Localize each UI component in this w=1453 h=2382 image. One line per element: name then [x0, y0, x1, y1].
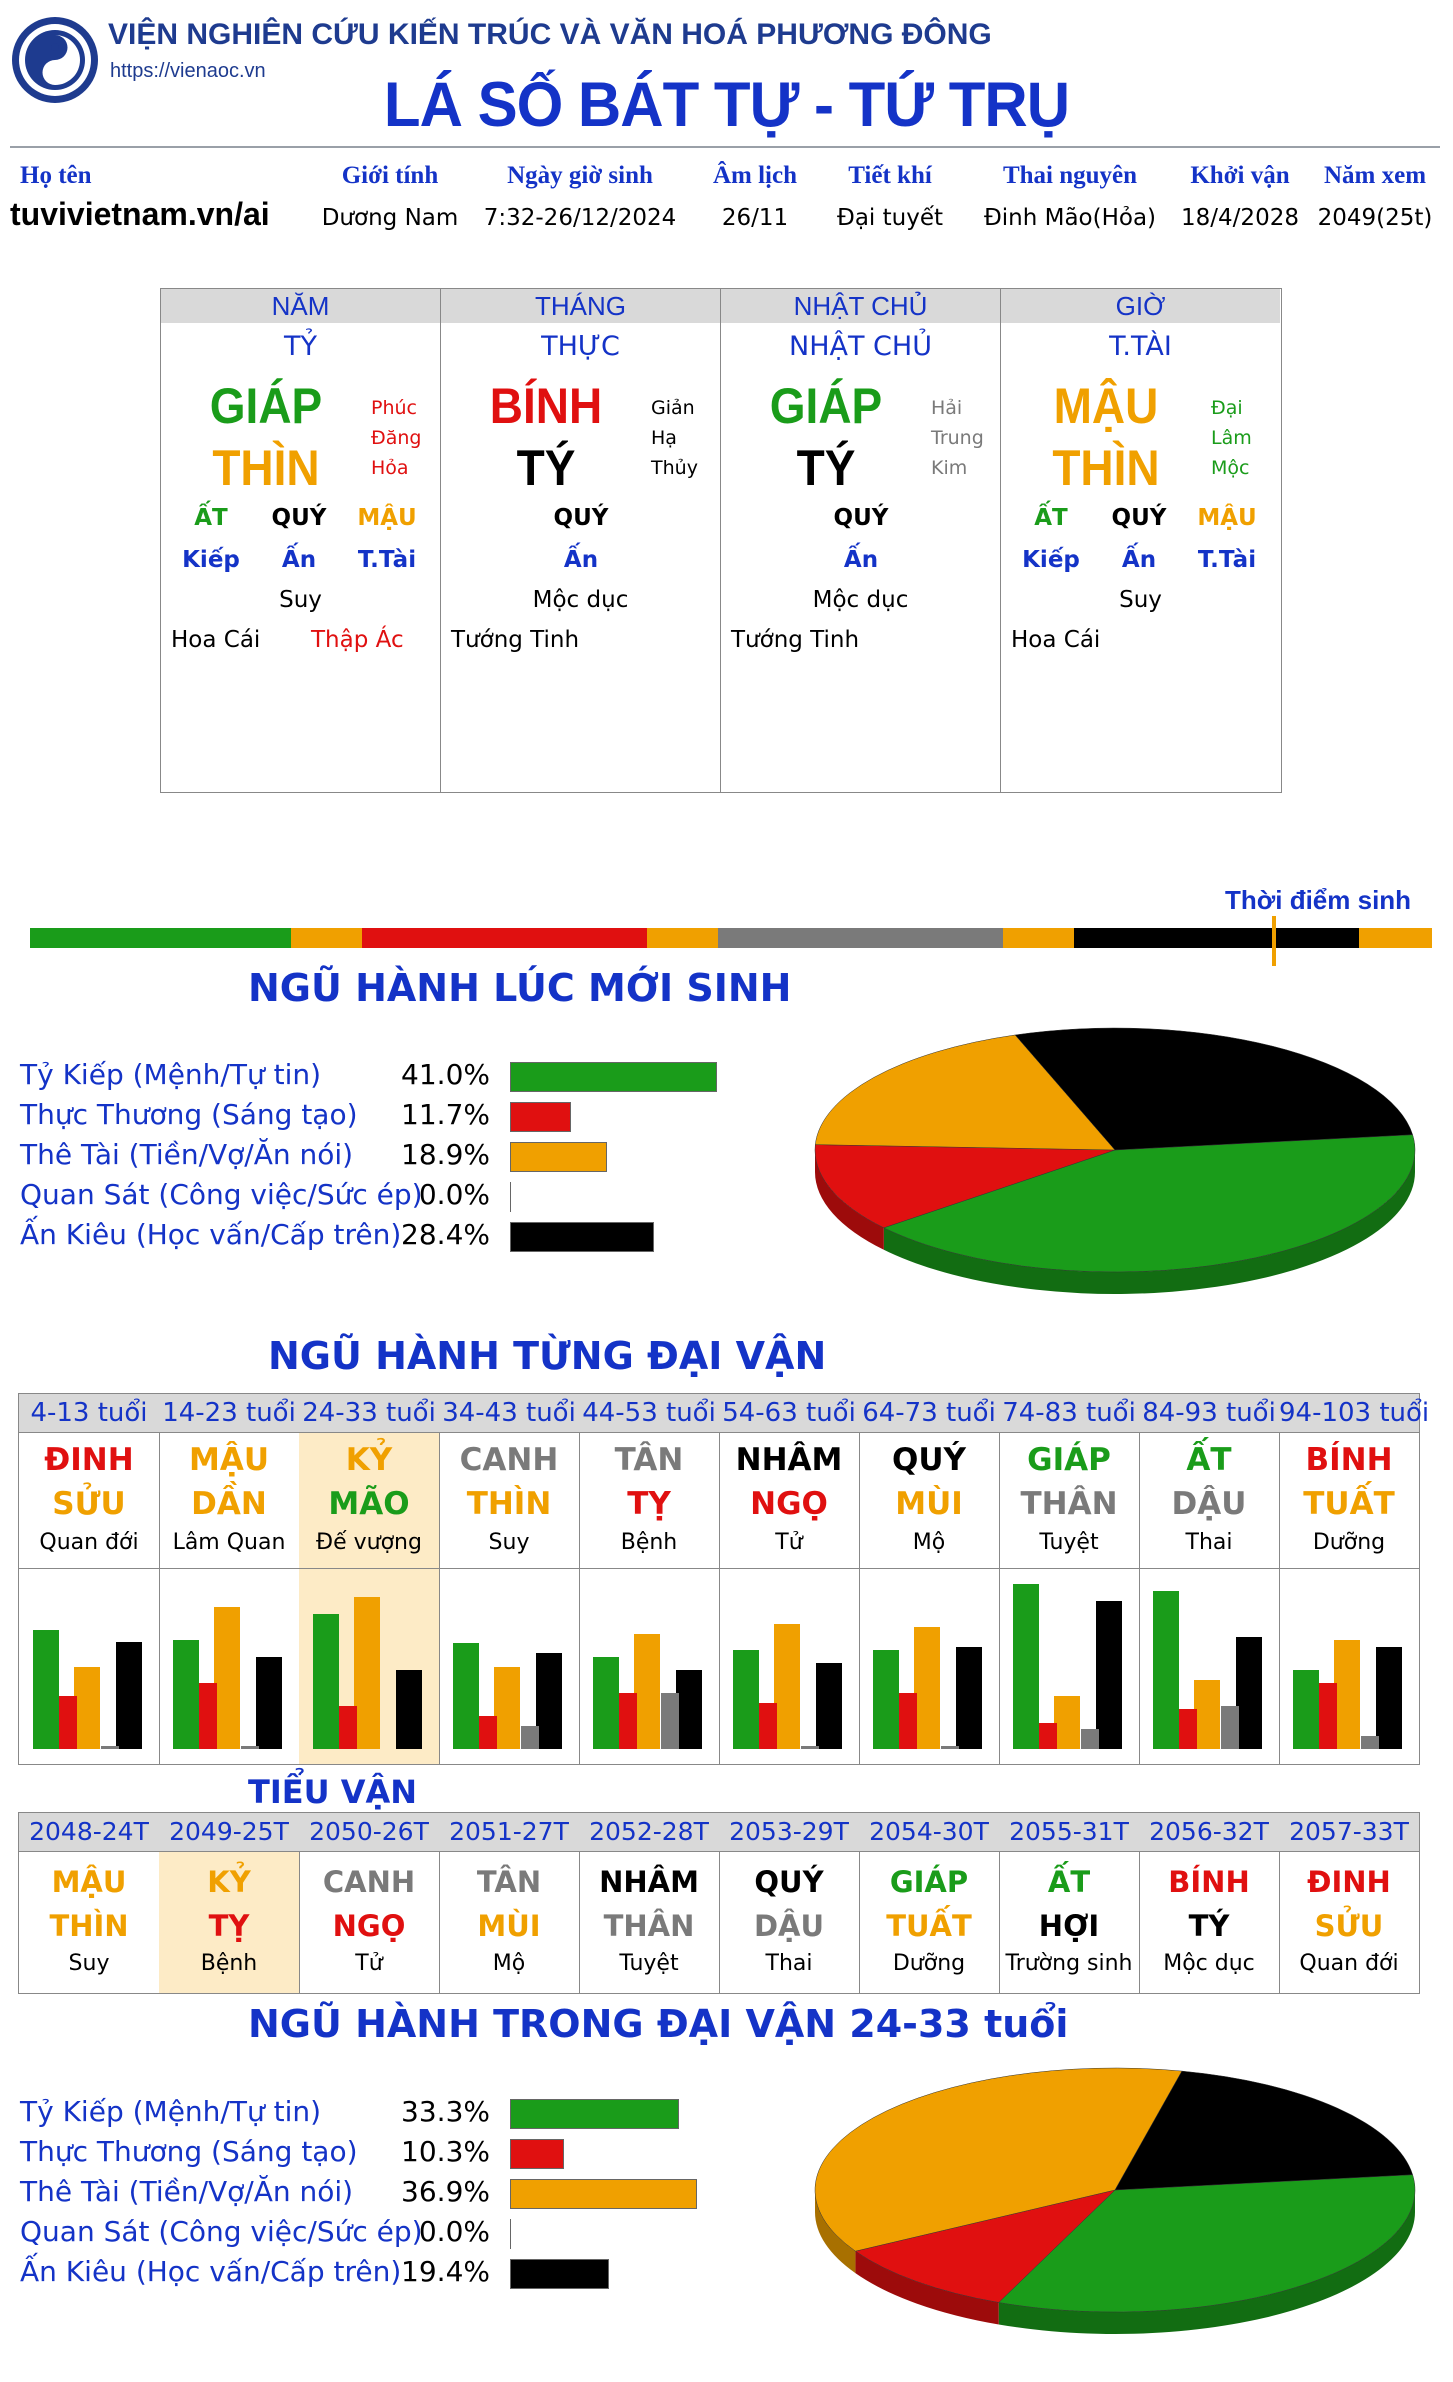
dai-van-bar — [1096, 1601, 1122, 1750]
dai-van-bar — [453, 1643, 479, 1749]
dai-van-stage: Dưỡng — [1312, 1530, 1386, 1555]
tieu-van-column[interactable] — [299, 1813, 440, 1993]
dai-van-bar — [956, 1647, 982, 1749]
dai-van-stage: Đế vượng — [316, 1530, 422, 1555]
pillar-nayin-word: Kim — [931, 457, 968, 479]
dai-van-bar — [494, 1667, 520, 1750]
pillar-life-stage: Mộc dục — [812, 587, 909, 613]
dai-van-stem: TÂN — [614, 1442, 684, 1478]
tieu-van-stem: GIÁP — [889, 1865, 969, 1899]
tieu-van-branch: HỢI — [1038, 1909, 1100, 1943]
period-elements-pie — [810, 2060, 1420, 2350]
dai-van-bar — [1293, 1670, 1319, 1749]
dai-van-bar-chart — [19, 1568, 159, 1765]
dai-van-bar-chart — [299, 1568, 439, 1765]
dai-van-bar-chart — [159, 1568, 299, 1765]
tieu-van-year: 2052-28T — [579, 1813, 719, 1852]
dai-van-bar — [1319, 1683, 1337, 1749]
dai-van-bar — [899, 1693, 917, 1749]
pillar-header: NHẬT CHỦ — [721, 289, 1000, 323]
tieu-van-stage: Trường sinh — [1005, 1951, 1133, 1976]
dai-van-bar — [619, 1693, 637, 1749]
tieu-van-stem: BÍNH — [1168, 1865, 1250, 1899]
element-percent: 33.3% — [401, 2095, 490, 2128]
tieu-van-branch: TUẤT — [886, 1909, 972, 1943]
element-bar — [510, 2099, 679, 2129]
pillar-ten-god: THỰC — [541, 331, 620, 362]
pillar-star: Tướng Tinh — [451, 627, 580, 653]
element-label: Quan Sát (Công việc/Sức ép) — [20, 2215, 423, 2248]
dai-van-bar — [1236, 1637, 1262, 1749]
dai-van-bar — [1179, 1709, 1197, 1749]
tieu-van-branch: NGỌ — [332, 1909, 406, 1943]
dai-van-age: 34-43 tuổi — [439, 1394, 579, 1433]
tieu-van-stem: ẤT — [1047, 1865, 1091, 1899]
pillar-life-stage: Mộc dục — [532, 587, 629, 613]
dai-van-branch: THÌN — [466, 1486, 552, 1522]
dai-van-column[interactable] — [1279, 1394, 1430, 1764]
info-birth: 7:32-26/12/2024 — [483, 205, 677, 231]
dai-van-bar-chart — [579, 1568, 719, 1765]
dai-van-column[interactable] — [1139, 1394, 1280, 1764]
dai-van-bar — [101, 1746, 119, 1749]
dai-van-age: 4-13 tuổi — [19, 1394, 159, 1433]
dai-van-bar — [1361, 1736, 1379, 1749]
dai-van-branch: TỴ — [627, 1486, 671, 1522]
birth-moment-marker — [1272, 916, 1276, 966]
element-bar — [510, 1142, 607, 1172]
pillar-hidden-stem: QUÝ — [553, 505, 609, 531]
tieu-van-column[interactable] — [1279, 1813, 1419, 1993]
dai-van-bar-chart — [439, 1568, 579, 1765]
dai-van-branch: TUẤT — [1303, 1486, 1395, 1522]
pillar-header: THÁNG — [441, 289, 720, 323]
dai-van-branch: MÃO — [328, 1486, 410, 1522]
element-percent: 28.4% — [401, 1218, 490, 1251]
dai-van-stem: CANH — [459, 1442, 559, 1478]
pillar-nayin-word: Phúc — [371, 397, 417, 419]
dai-van-stem: BÍNH — [1305, 1442, 1393, 1478]
dai-van-bar — [1039, 1723, 1057, 1749]
tieu-van-branch: TỴ — [208, 1909, 250, 1943]
pillar-star: Hoa Cái — [1011, 627, 1101, 653]
pillar-star: Thập Ác — [311, 627, 404, 653]
dai-van-age: 74-83 tuổi — [999, 1394, 1139, 1433]
dai-van-stem: KỶ — [345, 1442, 393, 1478]
tieu-van-stage: Quan đới — [1299, 1951, 1399, 1976]
info-lunar: 26/11 — [721, 205, 789, 231]
pillar-hidden-god: Ấn — [281, 547, 317, 573]
tieu-van-column[interactable] — [1139, 1813, 1280, 1993]
pillar-life-stage: Suy — [279, 587, 322, 613]
pillar-earthly-branch: TÝ — [796, 440, 856, 496]
tieu-van-branch: DẬU — [753, 1909, 825, 1943]
info-gender: Dương Nam — [321, 205, 459, 231]
strip-segment — [1003, 928, 1074, 948]
dai-van-bar — [774, 1624, 800, 1749]
element-bar — [510, 1182, 511, 1212]
pillar-column — [441, 289, 721, 792]
element-percent: 18.9% — [401, 1138, 490, 1171]
dai-van-bar — [479, 1716, 497, 1749]
dai-van-bar — [914, 1627, 940, 1749]
pillar-column — [721, 289, 1001, 792]
pillar-heavenly-stem: MẬU — [1053, 378, 1159, 434]
dai-van-age: 14-23 tuổi — [159, 1394, 299, 1433]
strip-segment — [291, 928, 362, 948]
dai-van-age: 64-73 tuổi — [859, 1394, 999, 1433]
pillar-column — [1001, 289, 1280, 792]
dai-van-bar — [536, 1653, 562, 1749]
info-solar-term: Đại tuyết — [837, 205, 943, 231]
pillar-life-stage: Suy — [1119, 587, 1162, 613]
element-bar — [510, 2139, 564, 2169]
dai-van-stem: NHÂM — [735, 1442, 843, 1478]
period-elements-title: NGŨ HÀNH TRONG ĐẠI VẬN 24-33 tuổi — [248, 2002, 1069, 2046]
strip-segment — [362, 928, 647, 948]
dai-van-column[interactable] — [859, 1394, 1000, 1764]
tieu-van-title: TIỂU VẬN — [248, 1773, 418, 1811]
tieu-van-column[interactable] — [19, 1813, 160, 1993]
dai-van-bar — [816, 1663, 842, 1749]
dai-van-bar — [759, 1703, 777, 1749]
site-brand: tuvivietnam.vn/ai — [10, 196, 270, 232]
tieu-van-stem: ĐINH — [1307, 1865, 1391, 1899]
pillar-nayin-word: Đăng — [371, 427, 422, 449]
dai-van-bar — [199, 1683, 217, 1749]
dai-van-bar — [1334, 1640, 1360, 1749]
dai-van-column[interactable] — [299, 1394, 440, 1764]
pillar-nayin-word: Hỏa — [371, 457, 409, 479]
pillar-hidden-stem: ẤT — [1034, 505, 1068, 531]
pillar-heavenly-stem: GIÁP — [209, 378, 323, 434]
info-header-view-year: Năm xem — [1323, 162, 1427, 189]
dai-van-bar — [593, 1657, 619, 1749]
dai-van-bar-chart — [1279, 1568, 1419, 1765]
dai-van-age: 24-33 tuổi — [299, 1394, 439, 1433]
dai-van-bar — [1054, 1696, 1080, 1749]
info-header-name: Họ tên — [20, 162, 92, 189]
dai-van-title: NGŨ HÀNH TỪNG ĐẠI VẬN — [268, 1334, 827, 1378]
tieu-van-column[interactable] — [439, 1813, 580, 1993]
birth-elements-title: NGŨ HÀNH LÚC MỚI SINH — [248, 966, 792, 1010]
pillar-hidden-god: Kiếp — [182, 547, 240, 573]
dai-van-column[interactable] — [579, 1394, 720, 1764]
tieu-van-year: 2057-33T — [1279, 1813, 1419, 1852]
element-bar — [510, 1222, 654, 1252]
dai-van-column[interactable] — [719, 1394, 860, 1764]
pillar-heavenly-stem: GIÁP — [769, 378, 883, 434]
pillar-hidden-stem: QUÝ — [833, 505, 889, 531]
dai-van-bar — [313, 1614, 339, 1749]
tieu-van-stage: Suy — [68, 1951, 110, 1976]
tieu-van-stem: KỶ — [207, 1865, 251, 1899]
pillar-hidden-stem: ẤT — [194, 505, 228, 531]
dai-van-stage: Tử — [775, 1530, 803, 1555]
dai-van-bar — [873, 1650, 899, 1749]
tieu-van-year: 2050-26T — [299, 1813, 439, 1852]
info-header-gender: Giới tính — [341, 162, 439, 189]
element-percent: 0.0% — [418, 1178, 490, 1211]
element-label: Thực Thương (Sáng tạo) — [20, 1098, 358, 1131]
element-bar — [510, 2259, 609, 2289]
dai-van-age: 44-53 tuổi — [579, 1394, 719, 1433]
birth-moment-label: Thời điểm sinh — [1225, 885, 1412, 915]
tieu-van-stem: QUÝ — [754, 1865, 824, 1899]
dai-van-branch: NGỌ — [750, 1486, 828, 1522]
tieu-van-year: 2055-31T — [999, 1813, 1139, 1852]
tieu-van-stage: Dưỡng — [892, 1951, 966, 1976]
dai-van-branch: DẦN — [191, 1486, 267, 1522]
pillar-hidden-stem: QUÝ — [1111, 505, 1167, 531]
tieu-van-column[interactable] — [579, 1813, 720, 1993]
dai-van-bar-chart — [1139, 1568, 1279, 1765]
element-label: Thê Tài (Tiền/Vợ/Ăn nói) — [20, 2175, 354, 2208]
dai-van-bar — [396, 1670, 422, 1749]
pillar-hidden-stem: QUÝ — [271, 505, 327, 531]
tieu-van-stage: Tử — [355, 1951, 383, 1976]
pillar-nayin — [651, 393, 698, 483]
tieu-van-column[interactable] — [859, 1813, 1000, 1993]
pillar-ten-god: NHẬT CHỦ — [789, 331, 932, 362]
element-timeline-strip — [30, 928, 1432, 948]
dai-van-bar — [634, 1634, 660, 1750]
pillar-hidden-god: T.Tài — [357, 547, 417, 573]
dai-van-age: 94-103 tuổi — [1279, 1394, 1419, 1433]
dai-van-bar — [661, 1693, 679, 1749]
pillar-hidden-stem: MẬU — [1197, 505, 1257, 531]
dai-van-stage: Thai — [1185, 1530, 1233, 1555]
tieu-van-column[interactable] — [719, 1813, 860, 1993]
pillar-nayin — [1211, 393, 1252, 483]
tieu-van-branch: THÌN — [49, 1909, 129, 1943]
pillar-ten-god: TỶ — [284, 331, 317, 362]
tieu-van-year: 2056-32T — [1139, 1813, 1279, 1852]
dai-van-bar — [59, 1696, 77, 1749]
institute-url[interactable]: https://vienaoc.vn — [110, 60, 266, 82]
tieu-van-stage: Thai — [765, 1951, 813, 1976]
element-percent: 11.7% — [401, 1098, 490, 1131]
info-header-birth: Ngày giờ sinh — [507, 162, 653, 189]
element-label: Quan Sát (Công việc/Sức ép) — [20, 1178, 423, 1211]
info-luck-start: 18/4/2028 — [1181, 205, 1299, 231]
strip-segment — [1359, 928, 1432, 948]
element-label: Tỷ Kiếp (Mệnh/Tự tin) — [20, 2095, 322, 2128]
pillar-earthly-branch: TÝ — [516, 440, 576, 496]
pillar-earthly-branch: THÌN — [1052, 440, 1160, 496]
dai-van-bar — [1221, 1706, 1239, 1749]
dai-van-bar — [1376, 1647, 1402, 1749]
tieu-van-table — [18, 1812, 1420, 1994]
strip-segment — [30, 928, 291, 948]
dai-van-bar-chart — [719, 1568, 859, 1765]
info-view-year: 2049(25t) — [1317, 205, 1433, 231]
dai-van-bar — [1013, 1584, 1039, 1749]
strip-segment — [647, 928, 718, 948]
pillar-nayin-word: Hải — [931, 397, 963, 419]
element-label: Thực Thương (Sáng tạo) — [20, 2135, 358, 2168]
tieu-van-branch: THÂN — [603, 1909, 695, 1943]
pillar-nayin-word: Mộc — [1211, 457, 1250, 479]
dai-van-bar — [33, 1630, 59, 1749]
tieu-van-year: 2049-25T — [159, 1813, 299, 1852]
dai-van-bar-chart — [859, 1568, 999, 1765]
tieu-van-stage: Mộ — [492, 1951, 526, 1976]
tieu-van-stem: NHÂM — [599, 1865, 699, 1899]
pillar-heavenly-stem: BÍNH — [489, 378, 603, 434]
pillar-nayin-word: Hạ — [651, 427, 677, 449]
dai-van-bar — [1081, 1729, 1099, 1749]
dai-van-bar — [339, 1706, 357, 1749]
info-header-conception: Thai nguyên — [1002, 162, 1138, 189]
info-header-luck-start: Khởi vận — [1190, 162, 1290, 189]
dai-van-stage: Suy — [488, 1530, 530, 1555]
dai-van-branch: THÂN — [1020, 1486, 1118, 1522]
dai-van-column[interactable] — [159, 1394, 300, 1764]
dai-van-stage: Quan đới — [39, 1530, 139, 1555]
tieu-van-branch: SỬU — [1314, 1909, 1384, 1943]
dai-van-table — [18, 1393, 1430, 1765]
element-label: Tỷ Kiếp (Mệnh/Tự tin) — [20, 1058, 322, 1091]
dai-van-column[interactable] — [999, 1394, 1140, 1764]
pillar-hidden-god: Ấn — [563, 547, 599, 573]
pillar-nayin — [371, 393, 421, 483]
pillar-hidden-stem: MẬU — [357, 505, 417, 531]
dai-van-stem: QUÝ — [892, 1442, 966, 1478]
pillar-nayin-word: Giản — [651, 397, 695, 419]
tieu-van-column[interactable] — [999, 1813, 1140, 1993]
dai-van-stage: Tuyệt — [1039, 1530, 1099, 1555]
tieu-van-year: 2048-24T — [19, 1813, 159, 1852]
dai-van-stem: ẤT — [1186, 1442, 1232, 1478]
dai-van-bar — [1153, 1591, 1179, 1749]
info-conception: Đinh Mão(Hỏa) — [983, 205, 1157, 231]
element-percent: 19.4% — [401, 2255, 490, 2288]
strip-segment — [1074, 928, 1359, 948]
dai-van-column[interactable] — [439, 1394, 580, 1764]
tieu-van-year: 2054-30T — [859, 1813, 999, 1852]
dai-van-bar — [241, 1746, 259, 1749]
tieu-van-stem: TÂN — [476, 1865, 542, 1899]
pillar-ten-god: T.TÀI — [1109, 331, 1172, 362]
element-bar — [510, 2219, 511, 2249]
institute-name: VIỆN NGHIÊN CỨU KIẾN TRÚC VÀ VĂN HOÁ PHƯƠNG ĐÔNG — [108, 18, 992, 51]
dai-van-column[interactable] — [19, 1394, 160, 1764]
pillar-nayin-word: Lâm — [1211, 427, 1252, 449]
element-bar — [510, 1102, 571, 1132]
element-label: Ấn Kiêu (Học vấn/Cấp trên) — [20, 1218, 402, 1251]
dai-van-stem: ĐINH — [44, 1442, 134, 1478]
tieu-van-branch: TÝ — [1188, 1909, 1230, 1943]
tieu-van-stem: CANH — [322, 1865, 416, 1899]
pillar-nayin-word: Trung — [931, 427, 984, 449]
info-header-solar-term: Tiết khí — [848, 162, 932, 189]
pillar-star: Hoa Cái — [171, 627, 261, 653]
dai-van-bar — [941, 1746, 959, 1749]
pillar-hidden-god: Ấn — [843, 547, 879, 573]
four-pillars-table — [160, 288, 1282, 793]
element-percent: 10.3% — [401, 2135, 490, 2168]
header-divider — [10, 146, 1440, 148]
dai-van-bar — [1194, 1680, 1220, 1749]
info-header-lunar: Âm lịch — [712, 162, 798, 189]
tieu-van-stem: MẬU — [51, 1865, 127, 1899]
page-title: LÁ SỐ BÁT TỰ - TỨ TRỤ — [383, 69, 1070, 140]
element-percent: 41.0% — [401, 1058, 490, 1091]
tieu-van-year: 2053-29T — [719, 1813, 859, 1852]
pillar-star: Tướng Tinh — [731, 627, 860, 653]
pillar-nayin-word: Đại — [1211, 397, 1243, 419]
element-percent: 36.9% — [401, 2175, 490, 2208]
dai-van-bar — [733, 1650, 759, 1749]
dai-van-stage: Lâm Quan — [172, 1530, 286, 1555]
dai-van-bar — [256, 1657, 282, 1749]
pillar-hidden-god: T.Tài — [1197, 547, 1257, 573]
dai-van-branch: MÙI — [895, 1486, 963, 1522]
tieu-van-column[interactable] — [159, 1813, 300, 1993]
pillar-header: GIỜ — [1001, 289, 1280, 323]
dai-van-bar — [173, 1640, 199, 1749]
element-bar — [510, 2179, 697, 2209]
dai-van-stem: GIÁP — [1027, 1442, 1111, 1478]
strip-segment — [718, 928, 1003, 948]
element-label: Ấn Kiêu (Học vấn/Cấp trên) — [20, 2255, 402, 2288]
tieu-van-year: 2051-27T — [439, 1813, 579, 1852]
dai-van-age: 84-93 tuổi — [1139, 1394, 1279, 1433]
element-percent: 0.0% — [418, 2215, 490, 2248]
tieu-van-stage: Tuyệt — [619, 1951, 679, 1976]
dai-van-branch: DẬU — [1171, 1486, 1247, 1522]
dai-van-bar — [74, 1667, 100, 1750]
pillar-earthly-branch: THÌN — [212, 440, 320, 496]
dai-van-age: 54-63 tuổi — [719, 1394, 859, 1433]
dai-van-bar — [214, 1607, 240, 1749]
dai-van-bar — [521, 1726, 539, 1749]
pillar-hidden-god: Ấn — [1121, 547, 1157, 573]
tieu-van-branch: MÙI — [477, 1909, 541, 1943]
element-label: Thê Tài (Tiền/Vợ/Ăn nói) — [20, 1138, 354, 1171]
pillar-nayin — [931, 393, 984, 483]
element-bar — [510, 1062, 717, 1092]
tieu-van-stage: Bệnh — [200, 1951, 258, 1976]
tieu-van-stage: Mộc dục — [1163, 1951, 1255, 1976]
dai-van-bar — [676, 1670, 702, 1749]
dai-van-stage: Mộ — [912, 1530, 946, 1555]
pillar-hidden-god: Kiếp — [1022, 547, 1080, 573]
pillar-nayin-word: Thủy — [651, 457, 698, 479]
pillar-column — [161, 289, 441, 792]
dai-van-bar-chart — [999, 1568, 1139, 1765]
dai-van-stem: MẬU — [188, 1442, 269, 1478]
dai-van-bar — [354, 1597, 380, 1749]
dai-van-branch: SỬU — [52, 1486, 126, 1522]
birth-elements-pie — [810, 1020, 1420, 1310]
dai-van-bar — [116, 1642, 142, 1749]
pillar-header: NĂM — [161, 289, 440, 323]
dai-van-stage: Bệnh — [620, 1530, 678, 1555]
dai-van-bar — [801, 1746, 819, 1749]
